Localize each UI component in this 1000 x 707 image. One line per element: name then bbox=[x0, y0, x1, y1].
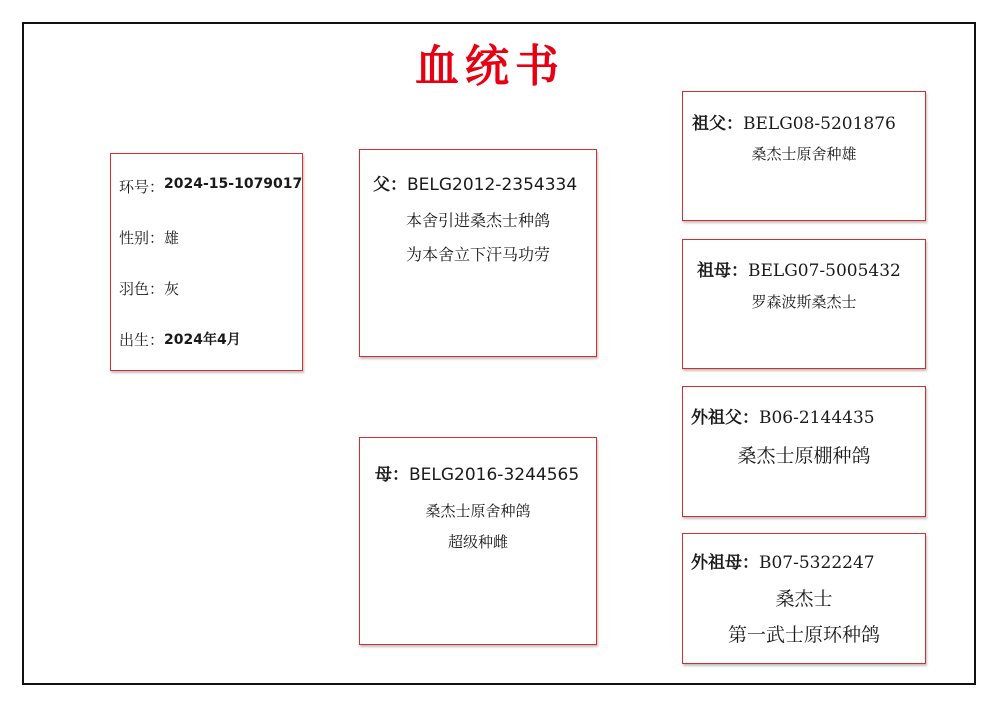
sex-value: 雄 bbox=[164, 229, 180, 247]
sex-row bbox=[119, 227, 302, 278]
birth-label: 出生： bbox=[119, 331, 165, 349]
sire-note-2: 为本舍立下汗马功劳 bbox=[405, 245, 550, 264]
color-label: 羽色： bbox=[119, 280, 165, 298]
maternal-grandmother-note-2: 第一武士原环种鸽 bbox=[727, 624, 880, 646]
paternal-grandfather-header bbox=[692, 109, 896, 134]
sire-ring: BELG2012-2354334 bbox=[407, 175, 578, 195]
paternal-grandfather-box bbox=[682, 91, 926, 221]
maternal-grandfather-note: 桑杰士原棚种鸽 bbox=[737, 445, 871, 467]
sire-box bbox=[359, 149, 597, 357]
paternal-grandmother-note: 罗森波斯桑杰士 bbox=[751, 293, 857, 311]
sire-note-1: 本舍引进桑杰士种鸽 bbox=[405, 211, 550, 230]
paternal-grandfather-ring: BELG08-5201876 bbox=[743, 114, 896, 134]
paternal-grandmother-box bbox=[682, 239, 926, 369]
maternal-grandfather-header bbox=[691, 403, 875, 428]
dam-ring: BELG2016-3244565 bbox=[409, 465, 580, 485]
paternal-grandfather-label: 祖父： bbox=[692, 114, 743, 134]
paternal-grandmother-ring: BELG07-5005432 bbox=[748, 261, 901, 281]
maternal-grandmother-note-1: 桑杰士 bbox=[775, 588, 833, 610]
maternal-grandmother-header bbox=[691, 548, 875, 573]
sex-label: 性别： bbox=[119, 229, 165, 247]
ring-label: 环号： bbox=[119, 178, 165, 196]
color-value: 灰 bbox=[164, 280, 180, 298]
paternal-grandfather-note: 桑杰士原舍种雄 bbox=[751, 145, 857, 163]
maternal-grandfather-box bbox=[682, 386, 926, 517]
page-title: 血统书 bbox=[415, 41, 565, 92]
dam-label: 母： bbox=[375, 465, 409, 485]
ring-row bbox=[119, 176, 302, 227]
pigeon-info-box bbox=[110, 153, 303, 371]
dam-note-2: 超级种雌 bbox=[447, 533, 508, 551]
sire-label: 父： bbox=[373, 175, 407, 195]
birth-value: 2024年4月 bbox=[164, 332, 241, 348]
maternal-grandmother-box bbox=[682, 533, 926, 664]
dam-box bbox=[359, 437, 597, 645]
paternal-grandmother-header bbox=[697, 256, 901, 281]
birth-row bbox=[119, 329, 302, 380]
maternal-grandmother-ring: B07-5322247 bbox=[759, 553, 875, 573]
maternal-grandfather-label: 外祖父： bbox=[691, 408, 759, 428]
dam-header bbox=[375, 460, 579, 485]
sire-header bbox=[373, 170, 577, 195]
ring-value: 2024-15-1079017 bbox=[164, 176, 303, 192]
dam-note-1: 桑杰士原舍种鸽 bbox=[425, 502, 531, 520]
paternal-grandmother-label: 祖母： bbox=[697, 261, 748, 281]
maternal-grandmother-label: 外祖母： bbox=[691, 553, 759, 573]
maternal-grandfather-ring: B06-2144435 bbox=[759, 408, 875, 428]
color-row bbox=[119, 278, 302, 329]
